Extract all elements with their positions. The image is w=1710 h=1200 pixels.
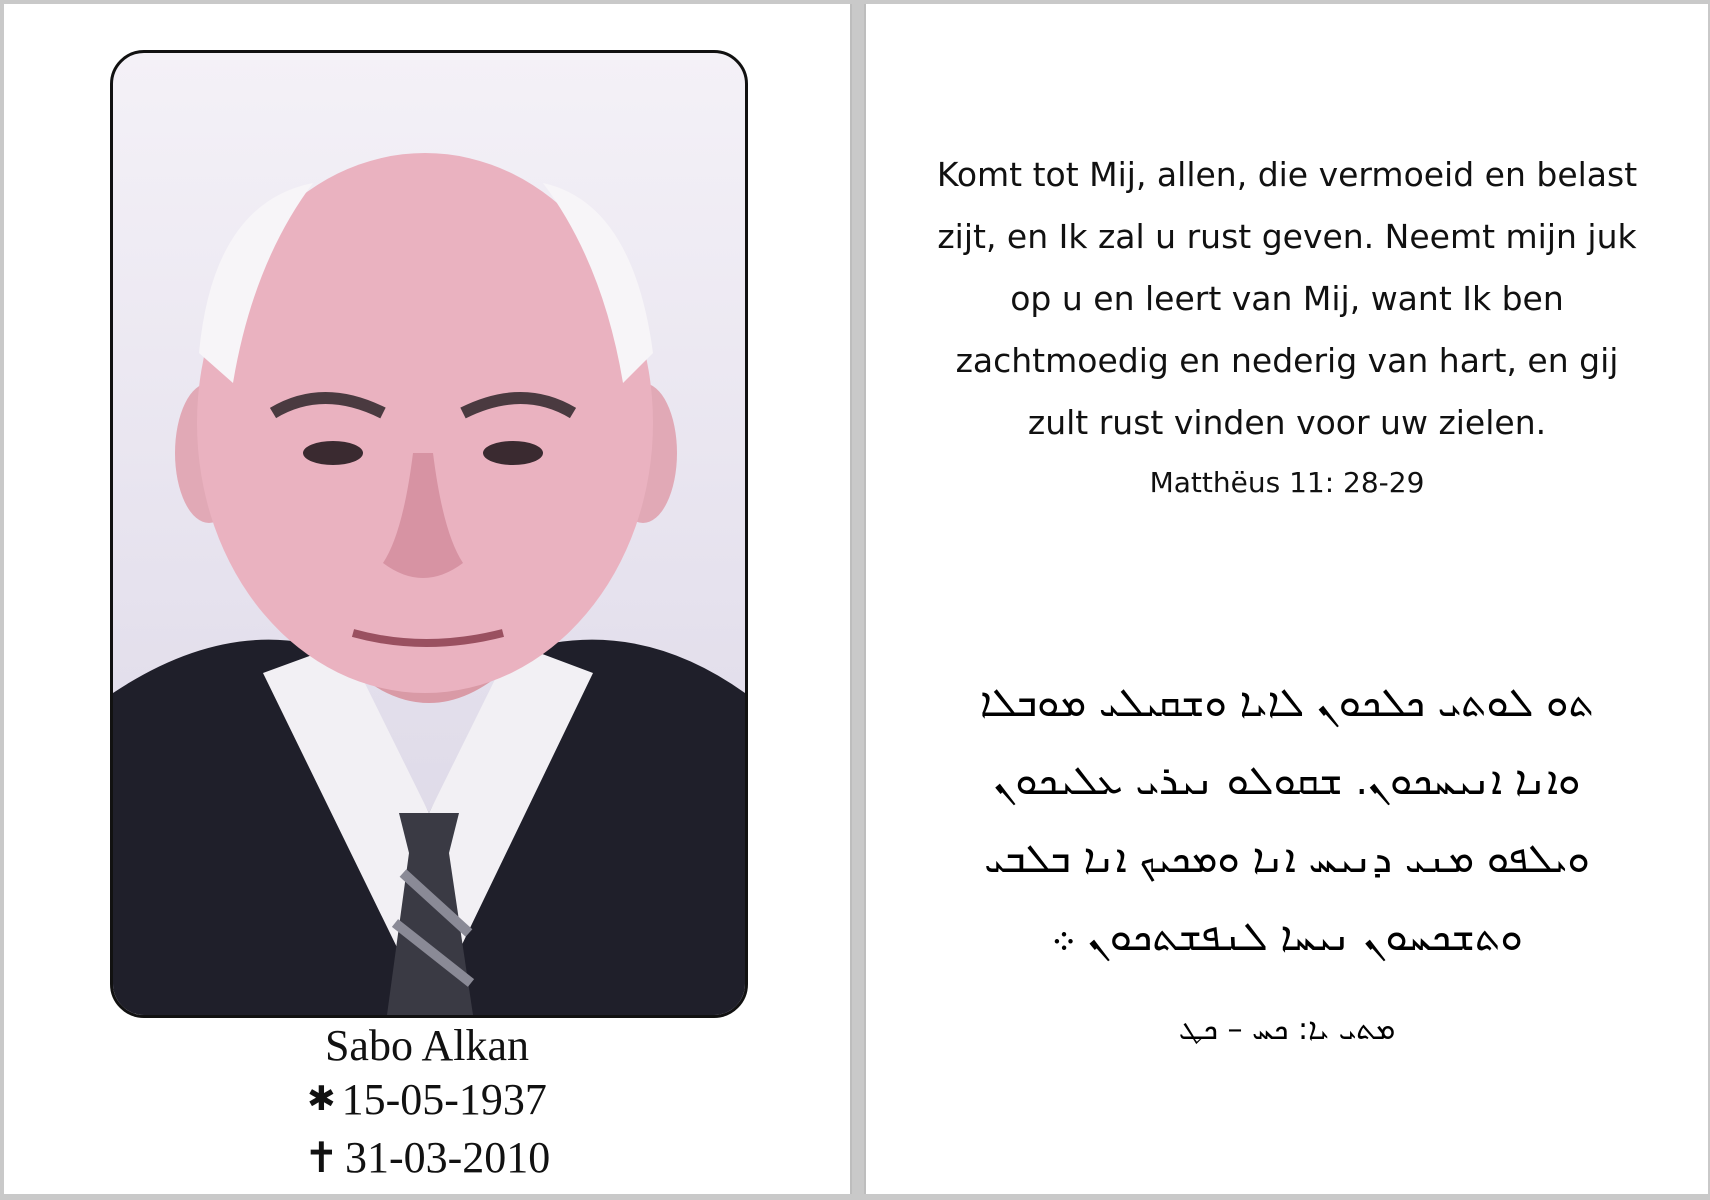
portrait-photo [110, 50, 748, 1018]
syriac-line: ܘܐܢܐ ܐܢܝܚܟܘܢ. ܫܩܘܠܘ ܢܝܪܝ ܥܠܝܟܘܢ [993, 758, 1581, 804]
birth-date: 15-05-1937 [341, 1075, 547, 1124]
star-icon: ✱ [307, 1081, 336, 1118]
verse-reference: Matthëus 11: 28-29 [1149, 466, 1425, 499]
dutch-verse [896, 144, 1678, 454]
memorial-card-front [4, 4, 852, 1194]
memorial-card-back [864, 4, 1708, 1194]
verse-line: zult rust vinden voor uw zielen. [1027, 403, 1547, 442]
death-line [4, 1132, 850, 1183]
verse-line: Komt tot Mij, allen, die vermoeid en belast [936, 155, 1638, 194]
syriac-verse [906, 664, 1668, 976]
verse-line: zijt, en Ik zal u rust geven. Neemt mijn juk [937, 217, 1637, 256]
deceased-name: Sabo Alkan [324, 1021, 530, 1070]
portrait-image [113, 53, 745, 1015]
syriac-line: ܘܬܫܟܚܘܢ ܢܝܚܐ ܠܢܦܫܬܟܘܢ ܀ [1051, 914, 1523, 960]
syriac-line: ܘܝܠܦܘ ܡܢܝ ܕܢܝܚ ܐܢܐ ܘܡܟܝܟ ܐܢܐ ܒܠܒܝ [984, 836, 1590, 882]
cross-icon: ✝ [303, 1136, 339, 1182]
syriac-line: ܬܘ ܠܘܬܝ ܟܠܟܘܢ ܠܐܝܐ ܘܫܩܝܠܝ ܡܘܒܠܐ [980, 680, 1594, 726]
verse-line: zachtmoedig en nederig van hart, en gij [955, 341, 1619, 380]
syriac-reference: ܡܬܝ ܝܐ: ܟܚ – ܟܛ [1178, 1012, 1396, 1047]
death-date: 31-03-2010 [344, 1133, 551, 1182]
birth-line [4, 1074, 850, 1125]
verse-line: op u en leert van Mij, want Ik ben [1010, 279, 1564, 318]
